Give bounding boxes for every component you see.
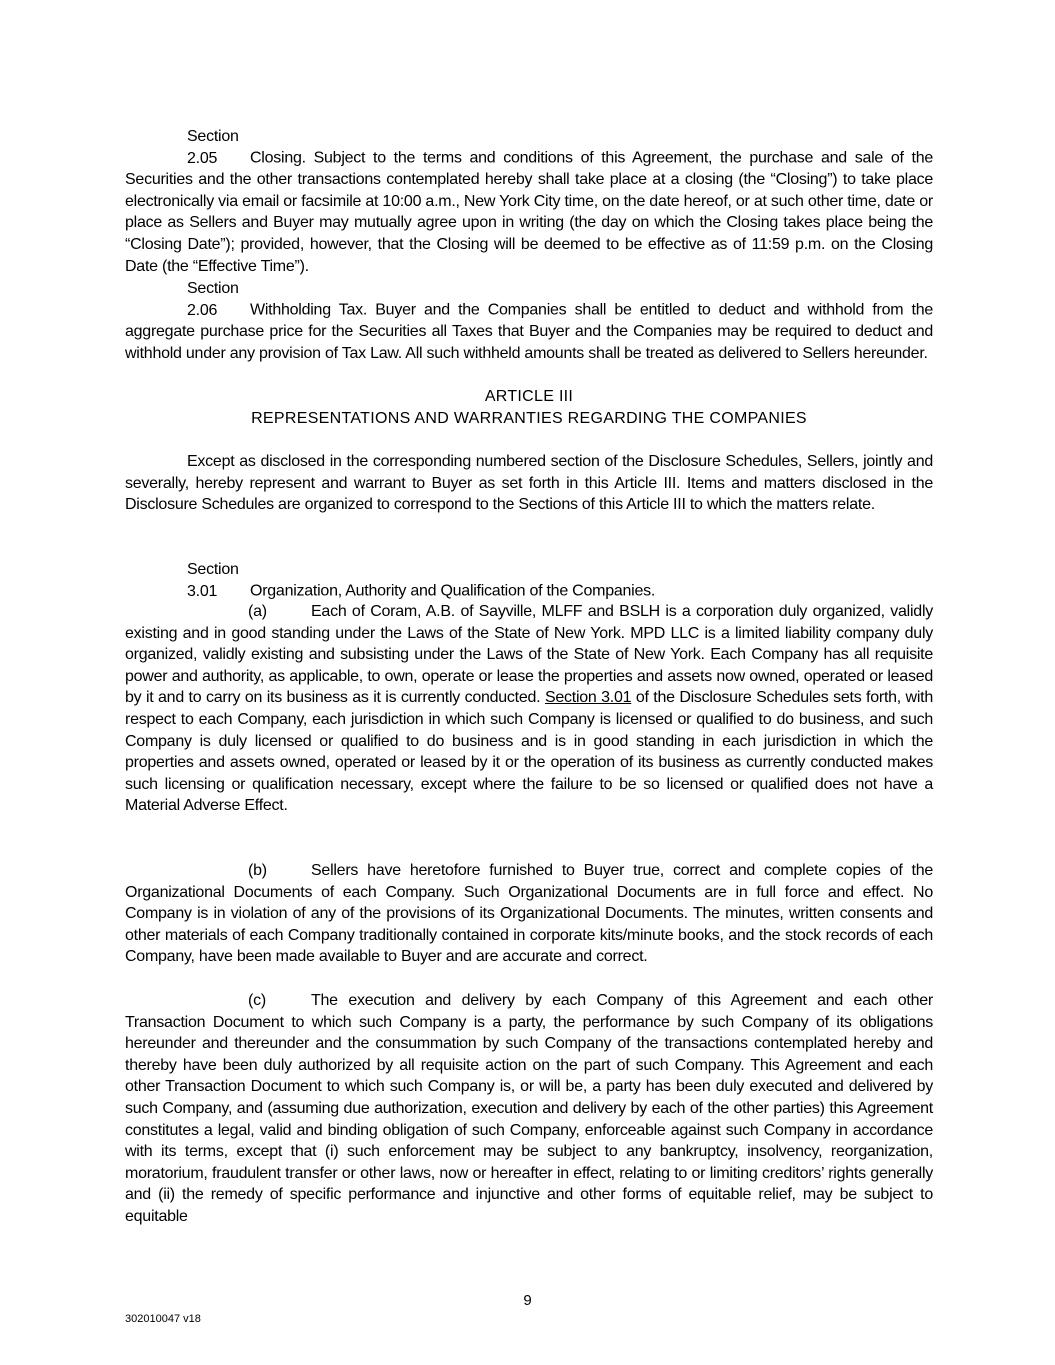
- page-number: 9: [523, 1292, 532, 1309]
- paragraph-label: (a): [248, 603, 267, 620]
- section-title: Organization, Authority and Qualification of the Companies.: [250, 582, 656, 600]
- section-number: Section 3.01: [187, 561, 239, 600]
- section-number: Section 2.05: [187, 128, 239, 167]
- article-title: REPRESENTATIONS AND WARRANTIES REGARDING THE COMPANIES: [251, 410, 807, 427]
- paragraph-text-continued: of the Disclosure Schedules sets forth, with respect to each Company, each jurisdiction in which such Company is licensed or qualified to do business, and such Company is duly licensed or qualified to do business and is in good standing in each jurisdiction in which the properties and assets owned, operated or leased by it or the operation of its business as currently conducted makes such licensing or qualification necessary, except where the failure to be so licensed or qualified does not have a Material Adverse Effect.: [125, 689, 934, 815]
- paragraph-b: [125, 860, 933, 968]
- section-2-05: [125, 126, 933, 277]
- intro-text: Except as disclosed in the corresponding numbered section of the Disclosure Schedules, Sellers, jointly and severally, hereby represent and warrant to Buyer as set forth in this Article III. Items and matters disclosed in the Disclosure Schedules are organized to correspond to the Sections of this Article III to which the matters relate.: [125, 453, 933, 514]
- document-id: 302010047 v18: [125, 1313, 201, 1325]
- paragraph-text: The execution and delivery by each Company of this Agreement and each other Transaction Document to which such Company is a party, the performance by such Company of its obligations hereunder and thereunder and the consummation by such Company of the transactions contemplated hereby and thereby have been duly authorized by all requisite action on the part of such Company. This Agreement and each other Transaction Document to which such Company is, or will be, a party has been duly executed and delivered by such Company, and (assuming due authorization, execution and delivery by each of the other parties) this Agreement constitutes a legal, valid and binding obligation of such Company, enforceable against such Company in accordance with its terms, except that (i) such enforcement may be subject to any bankruptcy, insolvency, reorganization, moratorium, fraudulent transfer or other laws, now or hereafter in effect, relating to or limiting creditors’ rights generally and (ii) the remedy of specific performance and injunctive and other forms of equitable relief, may be subject to equitable: [125, 992, 933, 1225]
- paragraph-text: Sellers have heretofore furnished to Buyer true, correct and complete copies of the Organizational Documents of each Company. Such Organizational Documents are in full force and effect. No Company is in violation of any of the provisions of its Organizational Documents. The minutes, written consents and other materials of each Company traditionally contained in corporate kits/minute books, and the stock records of each Company, have been made available to Buyer and are accurate and correct.: [125, 862, 933, 966]
- section-3-01-heading: [125, 559, 933, 602]
- section-text: Closing. Subject to the terms and conditions of this Agreement, the purchase and sale of the Securities and the other transactions contemplated hereby shall take place at a closing (the “Closing”) to take place electronically via email or facsimile at 10:00 a.m., New York City time, on the date hereof, or at such other time, date or place as Sellers and Buyer may mutually agree upon in writing (the day on which the Closing takes place being the “Closing Date”); provided, however, that the Closing will be deemed to be effective as of 11:59 p.m. on the Closing Date (the “Effective Time”).: [125, 149, 933, 275]
- section-reference-link[interactable]: Section 3.01: [544, 689, 632, 707]
- article-intro: [125, 451, 933, 516]
- section-2-06: [125, 278, 933, 364]
- paragraph-c: [125, 990, 933, 1228]
- section-number: Section 2.06: [187, 280, 239, 319]
- paragraph-a: [125, 601, 933, 817]
- paragraph-label: (c): [248, 992, 266, 1009]
- paragraph-text: Each of Coram, A.B. of Sayville, MLFF and BSLH is a corporation duly organized, validly existing and in good standing under the Laws of the State of New York. MPD LLC is a limited liability company duly organized, validly existing and subsisting under the Laws of the State of New York. Each Company has all requisite power and authority, as applicable, to own, operate or lease the properties and assets now owned, operated or leased by it and to carry on its business as it is currently conducted.: [125, 603, 933, 707]
- paragraph-label: (b): [248, 862, 267, 879]
- section-text: Withholding Tax. Buyer and the Companies shall be entitled to deduct and withhold from the aggregate purchase price for the Securities all Taxes that Buyer and the Companies may be required to deduct and withhold under any provision of Tax Law. All such withheld amounts shall be treated as delivered to Sellers hereunder.: [125, 301, 933, 362]
- article-number: ARTICLE III: [484, 388, 574, 405]
